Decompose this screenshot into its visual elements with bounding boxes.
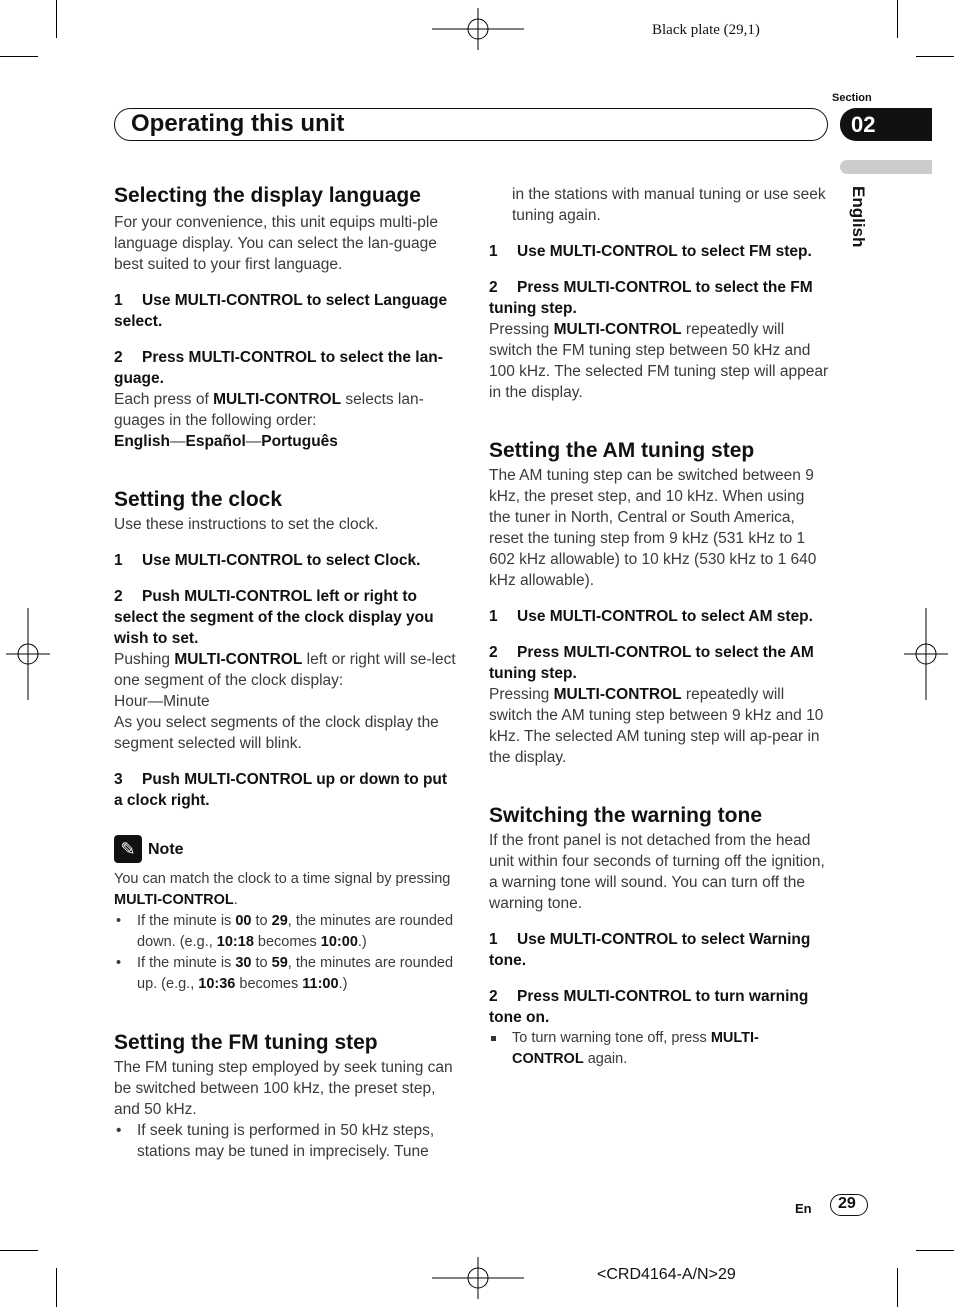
right-column bbox=[489, 184, 829, 1070]
display-language-body: Each press of MULTI-CONTROL selects lan-guages in the following order: bbox=[114, 391, 424, 429]
crop-mark bbox=[0, 56, 38, 57]
left-column bbox=[114, 182, 456, 1162]
am-intro: The AM tuning step can be switched between 9 kHz, the preset step, and 10 kHz. When using the tuner in North, Central or South America, reset the tuning step from 9 kHz (531 kHz to 1 602 kHz allowable) to 10 kHz (530 kHz to 1 640 kHz allowable). bbox=[489, 467, 817, 589]
clock-hour-minute: Hour—Minute bbox=[114, 693, 210, 710]
heading-warning-tone: Switching the warning tone bbox=[489, 804, 762, 827]
clock-blink-text: As you select segments of the clock display the segment selected will blink. bbox=[114, 714, 439, 752]
registration-mark-left bbox=[6, 608, 50, 700]
section-label: Section bbox=[832, 92, 872, 104]
am-step-1: 1 Use MULTI-CONTROL to select AM step. bbox=[489, 608, 813, 625]
note-bullet-2: • If the minute is 30 to 59, the minutes are rounded up. (e.g., 10:36 becomes 11:00.) bbox=[114, 953, 456, 995]
crop-mark bbox=[916, 56, 954, 57]
section-number: 02 bbox=[851, 112, 876, 137]
fm-step-1: 1 Use MULTI-CONTROL to select FM step. bbox=[489, 243, 812, 260]
fm-step-body: Pressing MULTI-CONTROL repeatedly will switch the FM tuning step between 50 kHz and 100 kHz. The selected FM tuning step will appear in the display. bbox=[489, 321, 829, 401]
fm-intro: The FM tuning step employed by seek tuning can be switched between 100 kHz, the preset step, and 50 kHz. bbox=[114, 1059, 453, 1118]
am-step-2: 2 Press MULTI-CONTROL to select the AM tuning step. bbox=[489, 644, 814, 682]
warning-step-1: 1 Use MULTI-CONTROL to select Warning tone. bbox=[489, 931, 811, 969]
heading-display-language: Selecting the display language bbox=[114, 184, 421, 207]
display-language-step-2: 2 Press MULTI-CONTROL to select the lan-guage. bbox=[114, 349, 443, 387]
note-text: You can match the clock to a time signal by pressing MULTI-CONTROL. bbox=[114, 871, 451, 908]
plate-label: Black plate (29,1) bbox=[652, 22, 760, 38]
fm-continued-text: in the stations with manual tuning or use seek tuning again. bbox=[512, 186, 826, 224]
registration-mark-top bbox=[432, 8, 524, 50]
side-language-label: English bbox=[849, 186, 868, 248]
registration-mark-right bbox=[904, 608, 948, 700]
crop-mark bbox=[916, 1250, 954, 1251]
crop-mark bbox=[0, 1250, 38, 1251]
language-order: English—Español—Português bbox=[114, 433, 338, 450]
crop-mark bbox=[897, 0, 898, 38]
warning-step-2: 2 Press MULTI-CONTROL to turn warning tone on. bbox=[489, 988, 809, 1026]
clock-step-3: 3 Push MULTI-CONTROL up or down to put a clock right. bbox=[114, 771, 448, 809]
clock-intro: Use these instructions to set the clock. bbox=[114, 516, 379, 533]
clock-body: Pushing MULTI-CONTROL left or right will se-lect one segment of the clock display: bbox=[114, 651, 456, 689]
heading-fm-tuning-step: Setting the FM tuning step bbox=[114, 1031, 378, 1054]
page-title: Operating this unit bbox=[131, 110, 345, 137]
warning-intro: If the front panel is not detached from the head unit within four seconds of turning off the ignition, a warning tone will sound. You can turn off the warning tone. bbox=[489, 832, 825, 912]
pencil-note-icon: ✎ bbox=[114, 835, 142, 863]
crop-mark bbox=[897, 1268, 898, 1307]
page-number: 29 bbox=[838, 1195, 856, 1212]
fm-step-2: 2 Press MULTI-CONTROL to select the FM tuning step. bbox=[489, 279, 813, 317]
registration-mark-bottom bbox=[432, 1257, 524, 1299]
footer-language: En bbox=[795, 1201, 812, 1216]
clock-step-1: 1 Use MULTI-CONTROL to select Clock. bbox=[114, 552, 421, 569]
am-step-body: Pressing MULTI-CONTROL repeatedly will switch the AM tuning step between 9 kHz and 10 kHz. The selected AM tuning step will ap-pear in the display. bbox=[489, 686, 824, 766]
note-heading: ✎ Note bbox=[114, 835, 456, 863]
heading-clock: Setting the clock bbox=[114, 488, 283, 511]
note-bullet-1: • If the minute is 00 to 29, the minutes are rounded down. (e.g., 10:18 becomes 10:00.) bbox=[114, 911, 456, 953]
document-code: <CRD4164-A/N>29 bbox=[597, 1266, 736, 1283]
clock-step-2: 2 Push MULTI-CONTROL left or right to select the segment of the clock display you wish to set. bbox=[114, 588, 434, 647]
warning-bullet: To turn warning tone off, press MULTI-CONTROL again. bbox=[489, 1028, 829, 1070]
crop-mark bbox=[56, 1268, 57, 1307]
display-language-intro: For your convenience, this unit equips multi-ple language display. You can select the lan-guage best suited to your first language. bbox=[114, 214, 438, 273]
display-language-step-1: 1 Use MULTI-CONTROL to select Language select. bbox=[114, 292, 448, 330]
heading-am-tuning-step: Setting the AM tuning step bbox=[489, 439, 755, 462]
fm-bullet: • If seek tuning is performed in 50 kHz steps, stations may be tuned in imprecisely. Tune bbox=[114, 1120, 456, 1162]
crop-mark bbox=[56, 0, 57, 38]
section-bar bbox=[840, 160, 932, 174]
